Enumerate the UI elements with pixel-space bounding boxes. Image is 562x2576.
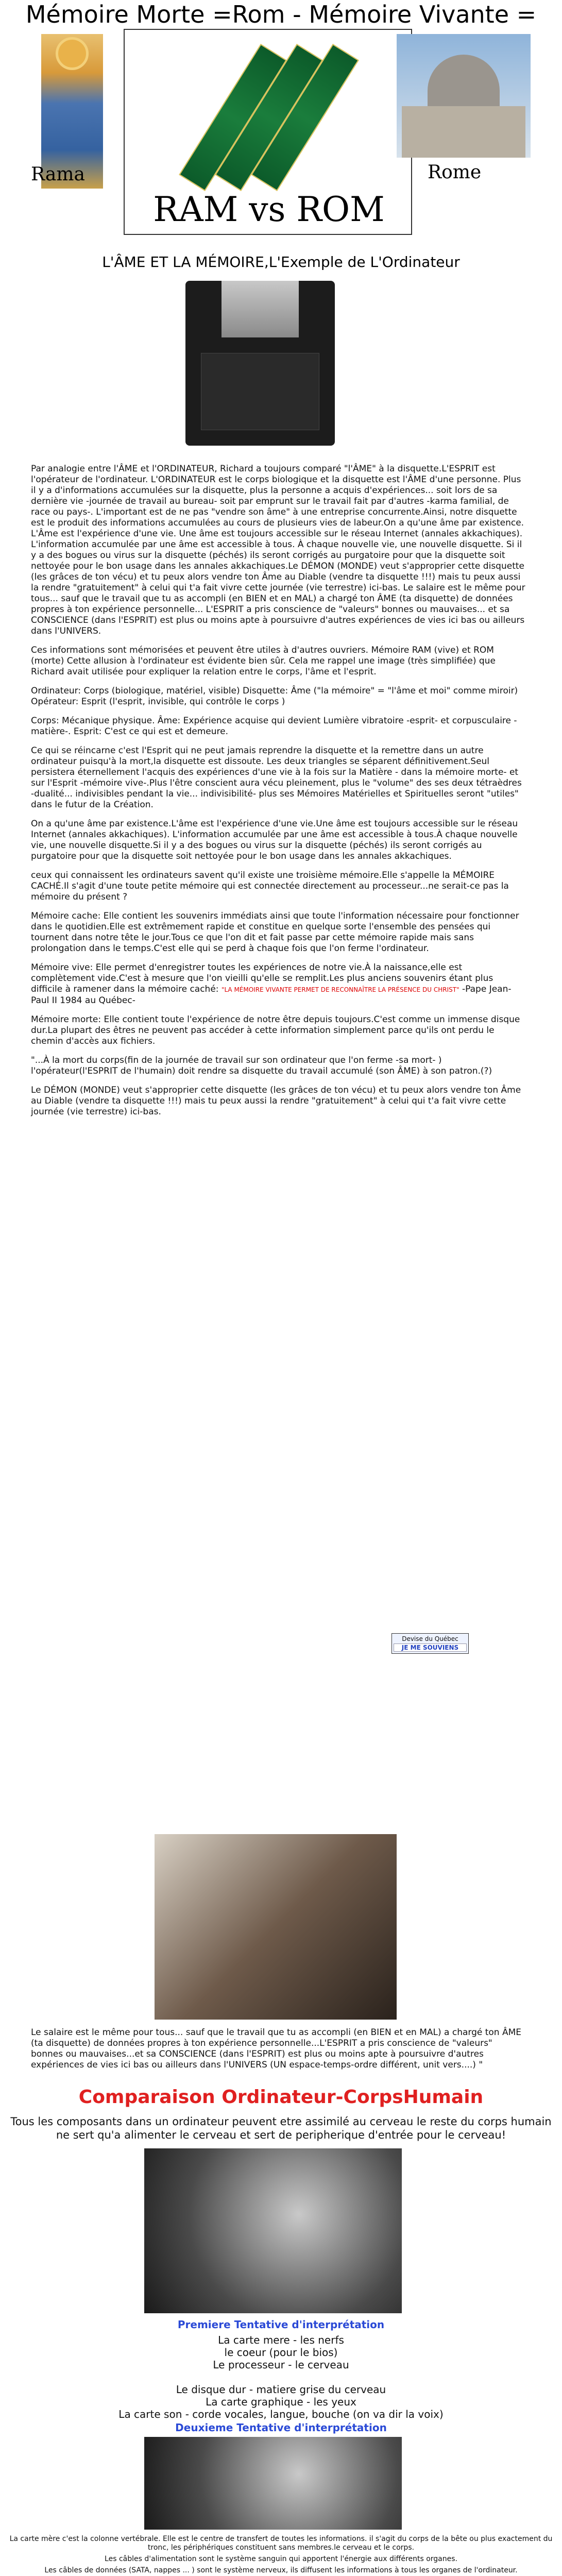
- floppy-disk-image: [185, 281, 335, 446]
- rama-image: [31, 34, 108, 189]
- ram-vs-rom-image: [124, 29, 412, 235]
- hero-banner: [31, 29, 531, 250]
- pope-quote: "LA MÉMOIRE VIVANTE PERMET DE RECONNAÎTRE LA PRÉSENCE DU CHRIST": [221, 986, 459, 993]
- interpretation-line: La carte son - corde vocales, langue, bouche (on va dir la voix): [118, 2408, 444, 2420]
- intro-paragraph: Mémoire morte: Elle contient toute l'expérience de notre être depuis toujours.C'est comme un immense disque dur.La plupart des êtres ne peuvent pas accéder à cette information simplement parce qu'ils ont perdu le chemin d'accès aux fichiers.: [31, 1014, 520, 1046]
- brain-head-image: [144, 2148, 402, 2313]
- first-interpretation-title: Premiere Tentative d'interprétation: [177, 2318, 385, 2331]
- page-title: Mémoire Morte =Rom - Mémoire Vivante =: [25, 1, 537, 28]
- interpretation-line: Le disque dur - matiere grise du cerveau: [176, 2383, 386, 2396]
- ram-vs-rom-label: RAM vs ROM: [153, 190, 385, 229]
- outro-text: [31, 2027, 525, 2079]
- section-subtitle: L'ÂME ET LA MÉMOIRE,L'Exemple de L'Ordinateur: [102, 253, 460, 270]
- second-interpretation-title: Deuxieme Tentative d'interprétation: [175, 2421, 387, 2434]
- interpretation-paragraph: Les câbles de données (SATA, nappes ... ) sont le système nerveux, ils diffusent les informations à tous les organes de l'ordinateur.: [44, 2566, 518, 2574]
- intro-paragraph: Ordinateur: Corps (biologique, matériel, visible) Disquette: Âme ("la mémoire" = "l'âme et moi" comme miroir) Opérateur: Esprit (l'esprit, invisible, qui contrôle le corps ): [31, 686, 518, 707]
- rome-image: [397, 34, 531, 189]
- interpretation-line: [0, 2371, 562, 2383]
- intro-paragraph: Mémoire vive: Elle permet d'enregistrer toutes les expériences de notre vie.À la naissance,elle est complètement vide.C'est à mesure que l'on vieilli qu'elle se remplit.Les plus anciens souvenirs étant plus difficile à ramener dans la mémoire caché: "LA MÉMOIRE VIVANTE PERMET DE RECONNAÎTRE LA PRÉSENCE DU CHRIST" -Pape Jean-Paul II 1984 au Québec-: [31, 962, 512, 1006]
- intro-paragraph: Corps: Mécanique physique. Âme: Expérience acquise qui devient Lumière vibratoire -esprit- et corpusculaire -matière-. Esprit: C'est ce qui est et demeure.: [31, 716, 517, 737]
- circuit-head-image: [144, 2437, 402, 2530]
- intro-paragraph: Ce qui se réincarne c'est l'Esprit qui ne peut jamais reprendre la disquette et la remettre dans un autre ordinateur puisqu'à la mort,la disquette est dissoute. Les deux triangles se séparent définitivement.Seul persistera éternellement l'acquis des expériences d'une vie à la fois sur la Matière - dans la mémoire morte- et sur l'Esprit -mémoire vive-.Plus l'être conscient aura vécu pleinement, plus le "volume" des ses deux tétraèdres -dualité... indivisibles pendant la vie... indivisibilité- plus ses Mémoires Matérielles et Spirituelles seront "utiles" dans le futur de la Création.: [31, 745, 522, 810]
- hand-disk-image: [155, 1834, 397, 2020]
- interpretation-line: La carte mere - les nerfs: [218, 2334, 344, 2346]
- interpretation-line: Le processeur - le cerveau: [213, 2359, 349, 2371]
- rama-label: Rama: [31, 164, 85, 185]
- interpretation-paragraph: La carte mère c'est la colonne vertébrale. Elle est le centre de transfert de toutes les informations. il s'agit du corps de la bête ou plus exactement du tronc, les périphériques constituent sans membres.le cerveau et le corps.: [9, 2535, 553, 2552]
- intro-paragraph: Mémoire cache: Elle contient les souvenirs immédiats ainsi que toute l'information nécessaire pour fonctionner dans le quotidien.Elle est extrêmement rapide et constitue en quelque sorte l'ensemble des pensées qui tournent dans notre tête le jour.Tous ce que l'on dit et fait passe par cette mémoire rapide mais sans prolongation dans le temps.C'est elle qui se perd à chaque fois que l'on ferme l'ordinateur.: [31, 911, 519, 954]
- second-interpretation-text: [5, 2535, 557, 2576]
- comparison-title: Comparaison Ordinateur-CorpsHumain: [78, 2087, 484, 2108]
- interpretation-paragraph: Les câbles d'alimentation sont le système sanguin qui apportent l'énergie aux différents organes.: [105, 2555, 457, 2563]
- intro-paragraph: ceux qui connaissent les ordinateurs savent qu'il existe une troisième mémoire.Elle s'appelle la MÉMOIRE CACHÉ.Il s'agit d'une toute petite mémoire qui est connectée directement au processeur...ne serait-ce pas la mémoire du présent ?: [31, 870, 509, 902]
- interpretation-line: le coeur (pour le bios): [224, 2346, 338, 2359]
- intro-paragraph: Ces informations sont mémorisées et peuvent être utiles à d'autres ouvriers. Mémoire RAM (vive) et ROM (morte) Cette allusion à l'ordinateur est évidente bien sûr. Cela me rappel une image (très simplifiée) que Richard avait utilisée pour expliquer la relation entre le corps, l'âme et l'esprit.: [31, 645, 496, 677]
- first-interpretation-list: [0, 2334, 562, 2420]
- quebec-motto-badge: Devise du Québec JE ME SOUVIENS: [391, 1633, 469, 1654]
- intro-paragraph: Par analogie entre l'ÂME et l'ORDINATEUR, Richard a toujours comparé "l'ÂME" à la disquette.L'ESPRIT est l'opérateur de l'ordinateur. L'ORDINATEUR est le corps biologique et la disquette est l'ÂME d'une personne. Plus il y a d'informations accumulées sur la disquette, plus la personne a acquis d'expériences... soit lors de sa dernière vie -journée de travail au bureau- soit par emprunt sur le travail fait par d'autres -karma familial, de race ou pays-. L'important est de ne pas "vendre son âme" à une entreprise concurrente.Ainsi, notre disquette est le produit des informations accumulées au cours de plusieurs vies de labeur.On a qu'une âme par existence. L'Âme est l'expérience d'une vie. Une âme est toujours accessible sur le réseau Internet (annales akkachiques). L'information accumulée par une âme est accessible à tous. À chaque nouvelle vie, une nouvelle disquette. Si il y a des bogues ou virus sur la disquette (péchés) ils seront corrigés au purgatoire pour que la disquette soit nettoyée pour le bon usage dans les annales akkachiques.Le DÉMON (MONDE) veut s'approprier cette disquette (les grâces de ton vécu) et tu peux alors vendre ton Âme au Diable (vendre ta disquette !!!) mais tu peux aussi la rendre "gratuitement" à celui qui t'a fait vivre cette journée (vie terrestre) ici-bas. Le salaire est le même pour tous... sauf que le travail que tu as accompli (en BIEN et en MAL) a chargé ton ÂME (ta disquette) de données propres à ton expérience personnelle... L'ESPRIT a pris conscience de "valeurs" bonnes ou mauvaises... et sa CONSCIENCE (dans l'ESPRIT) est plus ou moins apte à poursuivre d'autres expériences de vies ici bas ou ailleurs dans l'UNIVERS.: [31, 464, 525, 636]
- intro-paragraph: On a qu'une âme par existence.L'âme est l'expérience d'une vie.Une âme est toujours accessible sur le réseau Internet (annales akkachiques). L'information accumulée par une âme est accessible à tous.À chaque nouvelle vie, une nouvelle disquette.Si il y a des bogues ou virus sur la disquette (péchés) ils seront corrigés au purgatoire pour que la disquette soit nettoyée pour le bon usage dans les annales akkachiques.: [31, 819, 518, 861]
- rome-label: Rome: [428, 162, 482, 183]
- intro-paragraph: Le DÉMON (MONDE) veut s'approprier cette disquette (les grâces de ton vécu) et tu peux alors vendre ton Âme au Diable (vendre ta disquette !!!) mais tu peux aussi la rendre "gratuitement" à celui qui t'a fait vivre cette journée (vie terrestre) ici-bas.: [31, 1085, 521, 1117]
- intro-paragraph: "...À la mort du corps(fin de la journée de travail sur son ordinateur que l'on ferme -sa mort- ) l'opérateur(l'ESPRIT de l'humain) doit rendre sa disquette du travail accumulé (son ÂME) à son patron.(?): [31, 1055, 492, 1076]
- intro-text: [31, 464, 525, 1126]
- outro-paragraph: Le salaire est le même pour tous... sauf que le travail que tu as accompli (en BIEN et en MAL) a chargé ton ÂME (ta disquette) de données propres à ton expérience personnelle...L'ESPRIT a pris conscience de "valeurs" bonnes ou mauvaises...et sa CONSCIENCE (dans l'ESPRIT) est plus ou moins apte à poursuivre d'autres expériences de vies ici bas ou ailleurs dans l'UNIVERS (UN espace-temps-ordre différent, unit vers....) ": [31, 2027, 522, 2070]
- interpretation-line: La carte graphique - les yeux: [206, 2396, 356, 2408]
- comparison-intro: Tous les composants dans un ordinateur peuvent etre assimilé au cerveau le reste du corps humain ne sert qu'a alimenter le cerveau et sert de peripherique d'entrée pour le cerveau!: [10, 2115, 552, 2141]
